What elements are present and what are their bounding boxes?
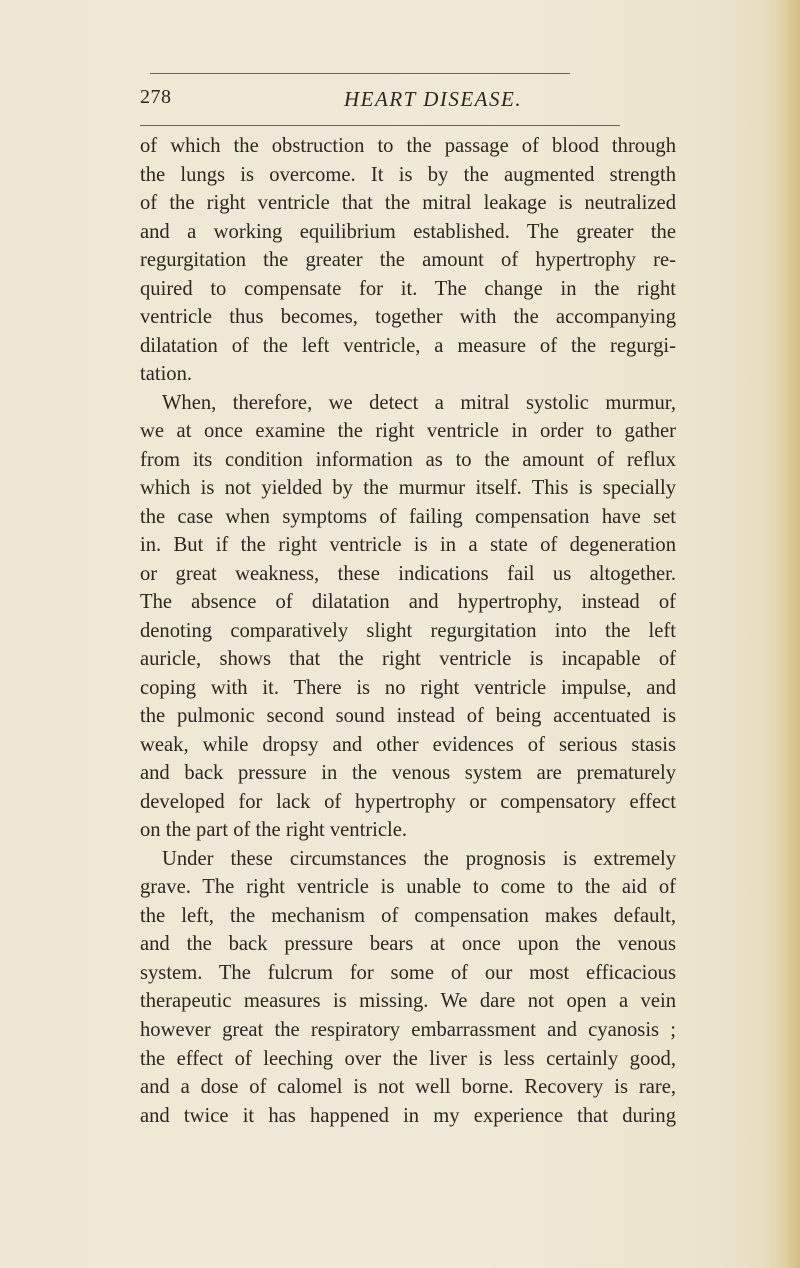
text-line: denoting comparatively slight regurgitation into the left [140,619,676,642]
text-line: from its condition information as to the amount of reflux [140,448,676,471]
text-line: and twice it has happened in my experience that during [140,1104,676,1127]
text-line: grave. The right ventricle is unable to come to the aid of [140,876,676,899]
text-line: and a dose of calomel is not well borne. Recovery is rare, [140,1076,676,1099]
text-line: and the back pressure bears at once upon the venous [140,933,676,956]
text-line: regurgitation the greater the amount of hypertrophy re- [140,249,676,272]
text-line: Under these circumstances the prognosis is extremely [162,847,676,870]
text-line: quired to compensate for it. The change in the right [140,277,676,300]
text-line: When, therefore, we detect a mitral systolic murmur, [162,391,676,414]
text-line: in. But if the right ventricle is in a state of degeneration [140,534,676,557]
text-line: the left, the mechanism of compensation makes default, [140,904,676,927]
page-header [140,86,700,116]
running-head: HEART DISEASE. [344,87,523,111]
text-line: The absence of dilatation and hypertrophy, instead of [140,591,676,614]
page-number: 278 [140,86,172,108]
text-line: the lungs is overcome. It is by the augmented strength [140,163,676,186]
text-line: which is not yielded by the murmur itself. This is specially [140,477,676,500]
text-line: system. The fulcrum for some of our most efficacious [140,961,676,984]
text-line: we at once examine the right ventricle in order to gather [140,420,676,443]
text-line: developed for lack of hypertrophy or compensatory effect [140,790,676,813]
body-text [140,132,676,1130]
text-line: ventricle thus becomes, together with the accompanying [140,306,676,329]
text-line: of the right ventricle that the mitral leakage is neutralized [140,192,676,215]
text-line: weak, while dropsy and other evidences of serious stasis [140,733,676,756]
text-line: on the part of the right ventricle. [140,819,408,842]
text-line: or great weakness, these indications fail us altogether. [140,562,676,585]
page-edge-shadow [766,0,800,1268]
text-line: however great the respiratory embarrassment and cyanosis ; [140,1018,676,1041]
text-line: and a working equilibrium established. The greater the [140,220,676,243]
text-line: tation. [140,363,193,386]
text-line: the effect of leeching over the liver is less certainly good, [140,1047,676,1070]
text-line: auricle, shows that the right ventricle is incapable of [140,648,676,671]
text-line: and back pressure in the venous system are prematurely [140,762,676,785]
text-line: the pulmonic second sound instead of being accentuated is [140,705,676,728]
text-line: dilatation of the left ventricle, a measure of the regurgi- [140,334,676,357]
text-line: coping with it. There is no right ventricle impulse, and [140,676,676,699]
header-rule-bottom [140,125,620,126]
text-line: of which the obstruction to the passage of blood through [140,135,676,157]
text-line: therapeutic measures is missing. We dare not open a vein [140,990,676,1013]
header-rule-top [150,73,570,74]
text-line: the case when symptoms of failing compensation have set [140,505,676,528]
